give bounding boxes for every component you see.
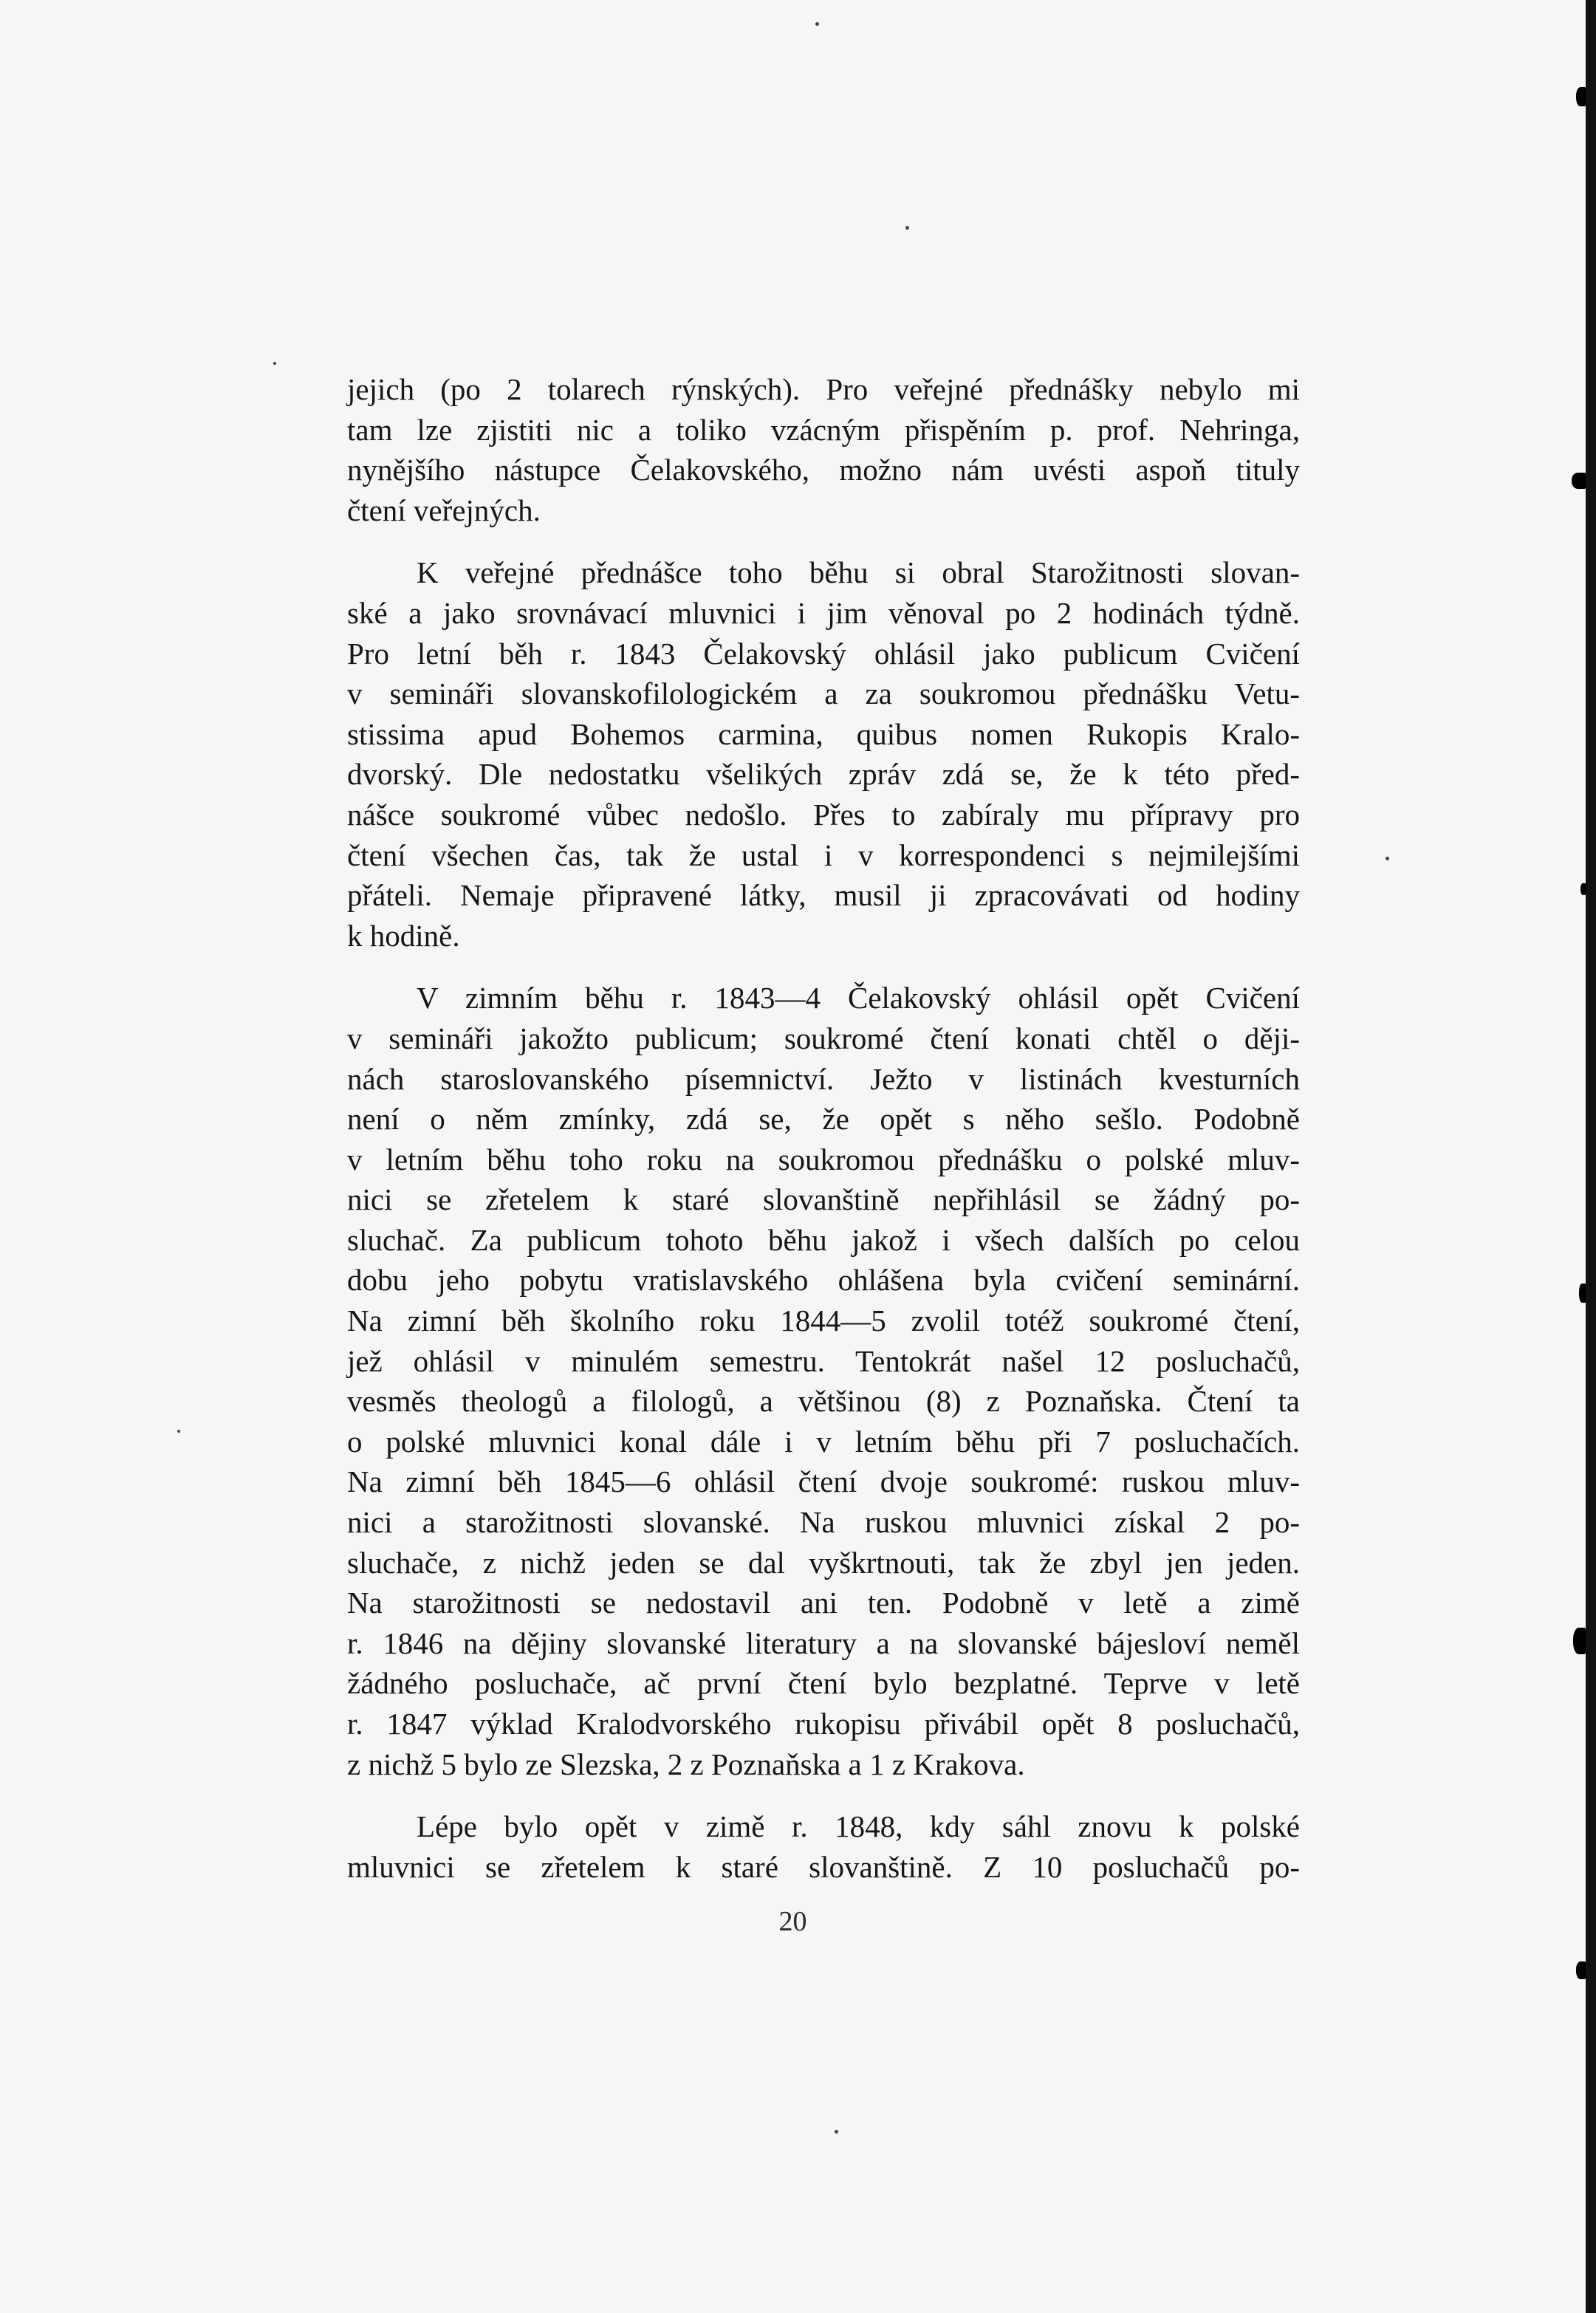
paragraph-1 <box>347 369 1300 530</box>
text-line: jež ohlásil v minulém semestru. Tentokrát našel 12 posluchačů, <box>347 1343 1300 1378</box>
body-text <box>347 369 1300 1887</box>
text-line: ské a jako srovnávací mluvnici i jim věnoval po 2 hodinách týdně. <box>347 595 1300 630</box>
scan-border <box>1586 0 1596 2313</box>
scan-speck <box>1386 857 1389 860</box>
scan-speck <box>177 1430 180 1433</box>
text-line: Na zimní běh 1845—6 ohlásil čtení dvoje soukromé: ruskou mluv- <box>347 1464 1300 1499</box>
text-line: K veřejné přednášce toho běhu si obral Starožitnosti slovan- <box>417 555 1300 590</box>
text-line: v semináři jakožto publicum; soukromé čtení konati chtěl o ději- <box>347 1021 1300 1055</box>
text-line: r. 1846 na dějiny slovanské literatury a na slovanské bájesloví neměl <box>347 1625 1300 1660</box>
scan-speck <box>835 2130 838 2134</box>
text-line: dvorský. Dle nedostatku všelikých zpráv zdá se, že k této před- <box>347 757 1300 792</box>
paragraph-3 <box>347 978 1300 1784</box>
text-line: mluvnici se zřetelem k staré slovanštině. Z 10 posluchačů po- <box>347 1849 1300 1884</box>
scan-speck <box>815 22 819 26</box>
text-line: sluchač. Za publicum tohoto běhu jakož i všech dalších po celou <box>347 1222 1300 1257</box>
text-line: nách staroslovanského písemnictví. Ježto v listinách kvesturních <box>347 1061 1300 1096</box>
text-line: Lépe bylo opět v zimě r. 1848, kdy sáhl znovu k polské <box>417 1809 1300 1844</box>
text-line: V zimním běhu r. 1843—4 Čelakovský ohlásil opět Cvičení <box>417 981 1300 1015</box>
text-line: k hodině. <box>347 918 460 953</box>
text-line: čtení veřejných. <box>347 493 541 527</box>
binding-mark <box>1580 883 1586 895</box>
text-line: r. 1847 výklad Kralodvorského rukopisu přivábil opět 8 posluchačů, <box>347 1707 1300 1741</box>
text-line: sluchače, z nichž jeden se dal vyškrtnouti, tak že zbyl jen jeden. <box>347 1545 1300 1580</box>
text-line: v semináři slovanskofilologickém a za soukromou přednášku Vetu- <box>347 676 1300 711</box>
text-line: nášce soukromé vůbec nedošlo. Přes to zabíraly mu přípravy pro <box>347 797 1300 832</box>
text-line: dobu jeho pobytu vratislavského ohlášena byla cvičení seminární. <box>347 1263 1300 1298</box>
text-line: přáteli. Nemaje připravené látky, musil ji zpracovávati od hodiny <box>347 878 1300 913</box>
paragraph-2 <box>347 552 1300 956</box>
text-line: jejich (po 2 tolarech rýnských). Pro veřejné přednášky nebylo mi <box>347 372 1300 406</box>
text-line: Na zimní běh školního roku 1844—5 zvolil totéž soukromé čtení, <box>347 1303 1300 1338</box>
binding-mark <box>1576 87 1586 106</box>
page-number: 20 <box>778 1906 807 1937</box>
binding-mark <box>1579 1284 1586 1303</box>
text-line: o polské mluvnici konal dále i v letním běhu při 7 posluchačích. <box>347 1424 1300 1459</box>
text-line: nici a starožitnosti slovanské. Na ruskou mluvnici získal 2 po- <box>347 1505 1300 1540</box>
text-line: žádného posluchače, ač první čtení bylo bezplatné. Teprve v letě <box>347 1666 1300 1701</box>
text-line: stissima apud Bohemos carmina, quibus nomen Rukopis Kralo- <box>347 716 1300 751</box>
binding-mark <box>1572 473 1586 489</box>
text-line: Pro letní běh r. 1843 Čelakovský ohlásil jako publicum Cvičení <box>347 636 1300 671</box>
text-line: není o něm zmínky, zdá se, že opět s něho sešlo. Podobně <box>347 1102 1300 1137</box>
text-line: v letním běhu toho roku na soukromou přednášku o polské mluv- <box>347 1142 1300 1176</box>
text-line: nynějšího nástupce Čelakovského, možno nám uvésti aspoň tituly <box>347 453 1300 487</box>
text-line: tam lze zjistiti nic a toliko vzácným přispěním p. prof. Nehringa, <box>347 412 1300 447</box>
scan-speck <box>905 226 909 230</box>
text-line: čtení všechen čas, tak že ustal i v korrespondenci s nejmilejšími <box>347 837 1300 872</box>
text-line: Na starožitnosti se nedostavil ani ten. Podobně v letě a zimě <box>347 1586 1300 1620</box>
binding-mark <box>1576 1961 1586 1979</box>
binding-mark <box>1573 1628 1586 1654</box>
text-line: z nichž 5 bylo ze Slezska, 2 z Poznaňska a 1 z Krakova. <box>347 1747 1025 1781</box>
text-line: vesměs theologů a filologů, a většinou (8) z Poznaňska. Čtení ta <box>347 1384 1300 1419</box>
paragraph-4 <box>347 1806 1300 1887</box>
scan-speck <box>273 362 276 365</box>
text-line: nici se zřetelem k staré slovanštině nepřihlásil se žádný po- <box>347 1182 1300 1217</box>
